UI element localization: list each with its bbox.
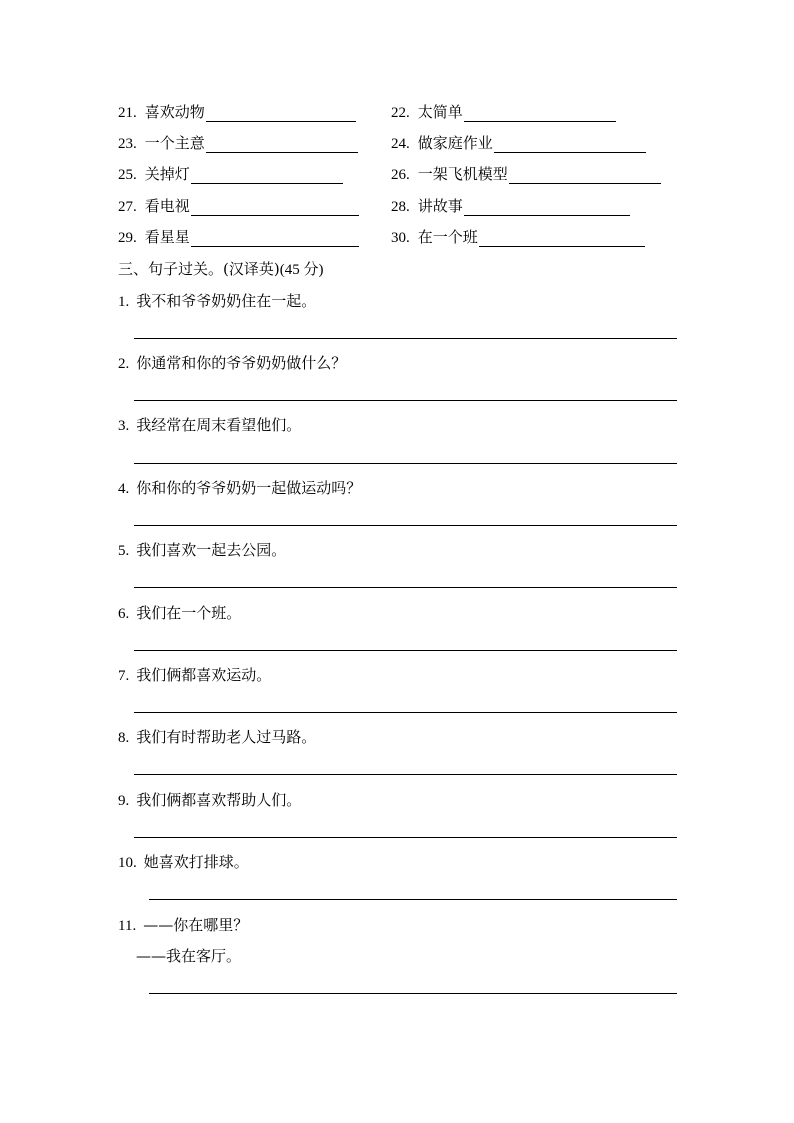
answer-line-5[interactable] bbox=[134, 587, 677, 588]
phrase-number: 23. bbox=[118, 136, 137, 152]
phrase-24 bbox=[391, 131, 646, 153]
phrase-text: 在一个班 bbox=[417, 228, 478, 246]
phrase-text: 一架飞机模型 bbox=[417, 165, 508, 183]
phrase-text: 讲故事 bbox=[417, 197, 463, 215]
sentence-11 bbox=[118, 914, 248, 935]
sentence-text: 你和你的爷爷奶奶一起做运动吗？ bbox=[136, 479, 362, 497]
phrase-27 bbox=[118, 194, 359, 216]
section-score: (45 分) bbox=[279, 262, 324, 278]
answer-blank[interactable] bbox=[509, 167, 661, 184]
phrase-26 bbox=[391, 162, 661, 184]
phrase-text: 太简单 bbox=[417, 103, 463, 121]
sentence-10 bbox=[118, 851, 249, 872]
section-title-text: 三、句子过关。(汉译英) bbox=[118, 260, 280, 278]
sentence-text: 我经常在周末看望他们。 bbox=[136, 416, 302, 434]
sentence-9 bbox=[118, 789, 301, 810]
sentence-8 bbox=[118, 726, 316, 747]
phrase-number: 24. bbox=[391, 136, 410, 152]
sentence-number: 8. bbox=[118, 730, 130, 746]
phrase-25 bbox=[118, 162, 343, 184]
answer-line-9[interactable] bbox=[134, 837, 677, 838]
phrase-number: 28. bbox=[391, 199, 410, 215]
sentence-number: 9. bbox=[118, 793, 130, 809]
sentence-text: 我不和爷爷奶奶住在一起。 bbox=[136, 292, 317, 310]
phrase-text: 喜欢动物 bbox=[144, 103, 205, 121]
answer-blank[interactable] bbox=[494, 136, 646, 153]
phrase-text: 看星星 bbox=[144, 228, 190, 246]
sentence-number: 11. bbox=[118, 918, 137, 934]
phrase-number: 22. bbox=[391, 105, 410, 121]
answer-line-1[interactable] bbox=[134, 338, 677, 339]
sentence-text: 我们在一个班。 bbox=[136, 604, 242, 622]
phrase-30 bbox=[391, 225, 645, 247]
phrase-number: 26. bbox=[391, 167, 410, 183]
sentence-6 bbox=[118, 602, 241, 623]
phrase-number: 29. bbox=[118, 230, 137, 246]
phrase-text: 看电视 bbox=[144, 197, 190, 215]
phrase-number: 25. bbox=[118, 167, 137, 183]
answer-line-7[interactable] bbox=[134, 712, 677, 713]
phrase-text: 一个主意 bbox=[144, 134, 205, 152]
sentence-number: 1. bbox=[118, 294, 130, 310]
sentence-text: 我们有时帮助老人过马路。 bbox=[136, 728, 317, 746]
sentence-2 bbox=[118, 352, 346, 373]
sentence-7 bbox=[118, 664, 271, 685]
sentence-5 bbox=[118, 539, 286, 560]
sentence-3 bbox=[118, 414, 301, 435]
sentence-text: 我们喜欢一起去公园。 bbox=[136, 541, 287, 559]
section-title bbox=[118, 258, 323, 279]
phrase-text: 做家庭作业 bbox=[417, 134, 493, 152]
answer-blank[interactable] bbox=[479, 230, 645, 247]
sentence-number: 10. bbox=[118, 855, 137, 871]
sentence-1 bbox=[118, 290, 316, 311]
sentence-number: 5. bbox=[118, 543, 130, 559]
answer-line-8[interactable] bbox=[134, 774, 677, 775]
phrase-22 bbox=[391, 100, 616, 122]
sentence-text: 我们俩都喜欢帮助人们。 bbox=[136, 791, 302, 809]
answer-line-4[interactable] bbox=[134, 525, 677, 526]
sentence-4 bbox=[118, 477, 361, 498]
answer-line-3[interactable] bbox=[134, 463, 677, 464]
answer-line-11[interactable] bbox=[149, 993, 677, 994]
answer-line-2[interactable] bbox=[134, 400, 677, 401]
phrase-text: 关掉灯 bbox=[144, 165, 190, 183]
phrase-29 bbox=[118, 225, 359, 247]
answer-blank[interactable] bbox=[464, 199, 630, 216]
answer-blank[interactable] bbox=[206, 105, 356, 122]
phrase-number: 21. bbox=[118, 105, 137, 121]
dialog-response bbox=[136, 945, 241, 966]
phrase-28 bbox=[391, 194, 630, 216]
answer-line-6[interactable] bbox=[134, 650, 677, 651]
sentence-text: 你通常和你的爷爷奶奶做什么？ bbox=[136, 354, 347, 372]
phrase-number: 30. bbox=[391, 230, 410, 246]
sentence-number: 4. bbox=[118, 481, 130, 497]
sentence-text: ——你在哪里？ bbox=[143, 916, 249, 934]
answer-blank[interactable] bbox=[191, 167, 343, 184]
dialog-response-text: ——我在客厅。 bbox=[136, 947, 242, 965]
answer-blank[interactable] bbox=[464, 105, 616, 122]
sentence-text: 她喜欢打排球。 bbox=[143, 853, 249, 871]
sentence-text: 我们俩都喜欢运动。 bbox=[136, 666, 272, 684]
answer-line-10[interactable] bbox=[149, 899, 677, 900]
sentence-number: 6. bbox=[118, 606, 130, 622]
answer-blank[interactable] bbox=[191, 199, 359, 216]
sentence-number: 7. bbox=[118, 668, 130, 684]
phrase-number: 27. bbox=[118, 199, 137, 215]
phrase-23 bbox=[118, 131, 358, 153]
sentence-number: 2. bbox=[118, 356, 130, 372]
answer-blank[interactable] bbox=[191, 230, 359, 247]
answer-blank[interactable] bbox=[206, 136, 358, 153]
phrase-21 bbox=[118, 100, 356, 122]
sentence-number: 3. bbox=[118, 418, 130, 434]
